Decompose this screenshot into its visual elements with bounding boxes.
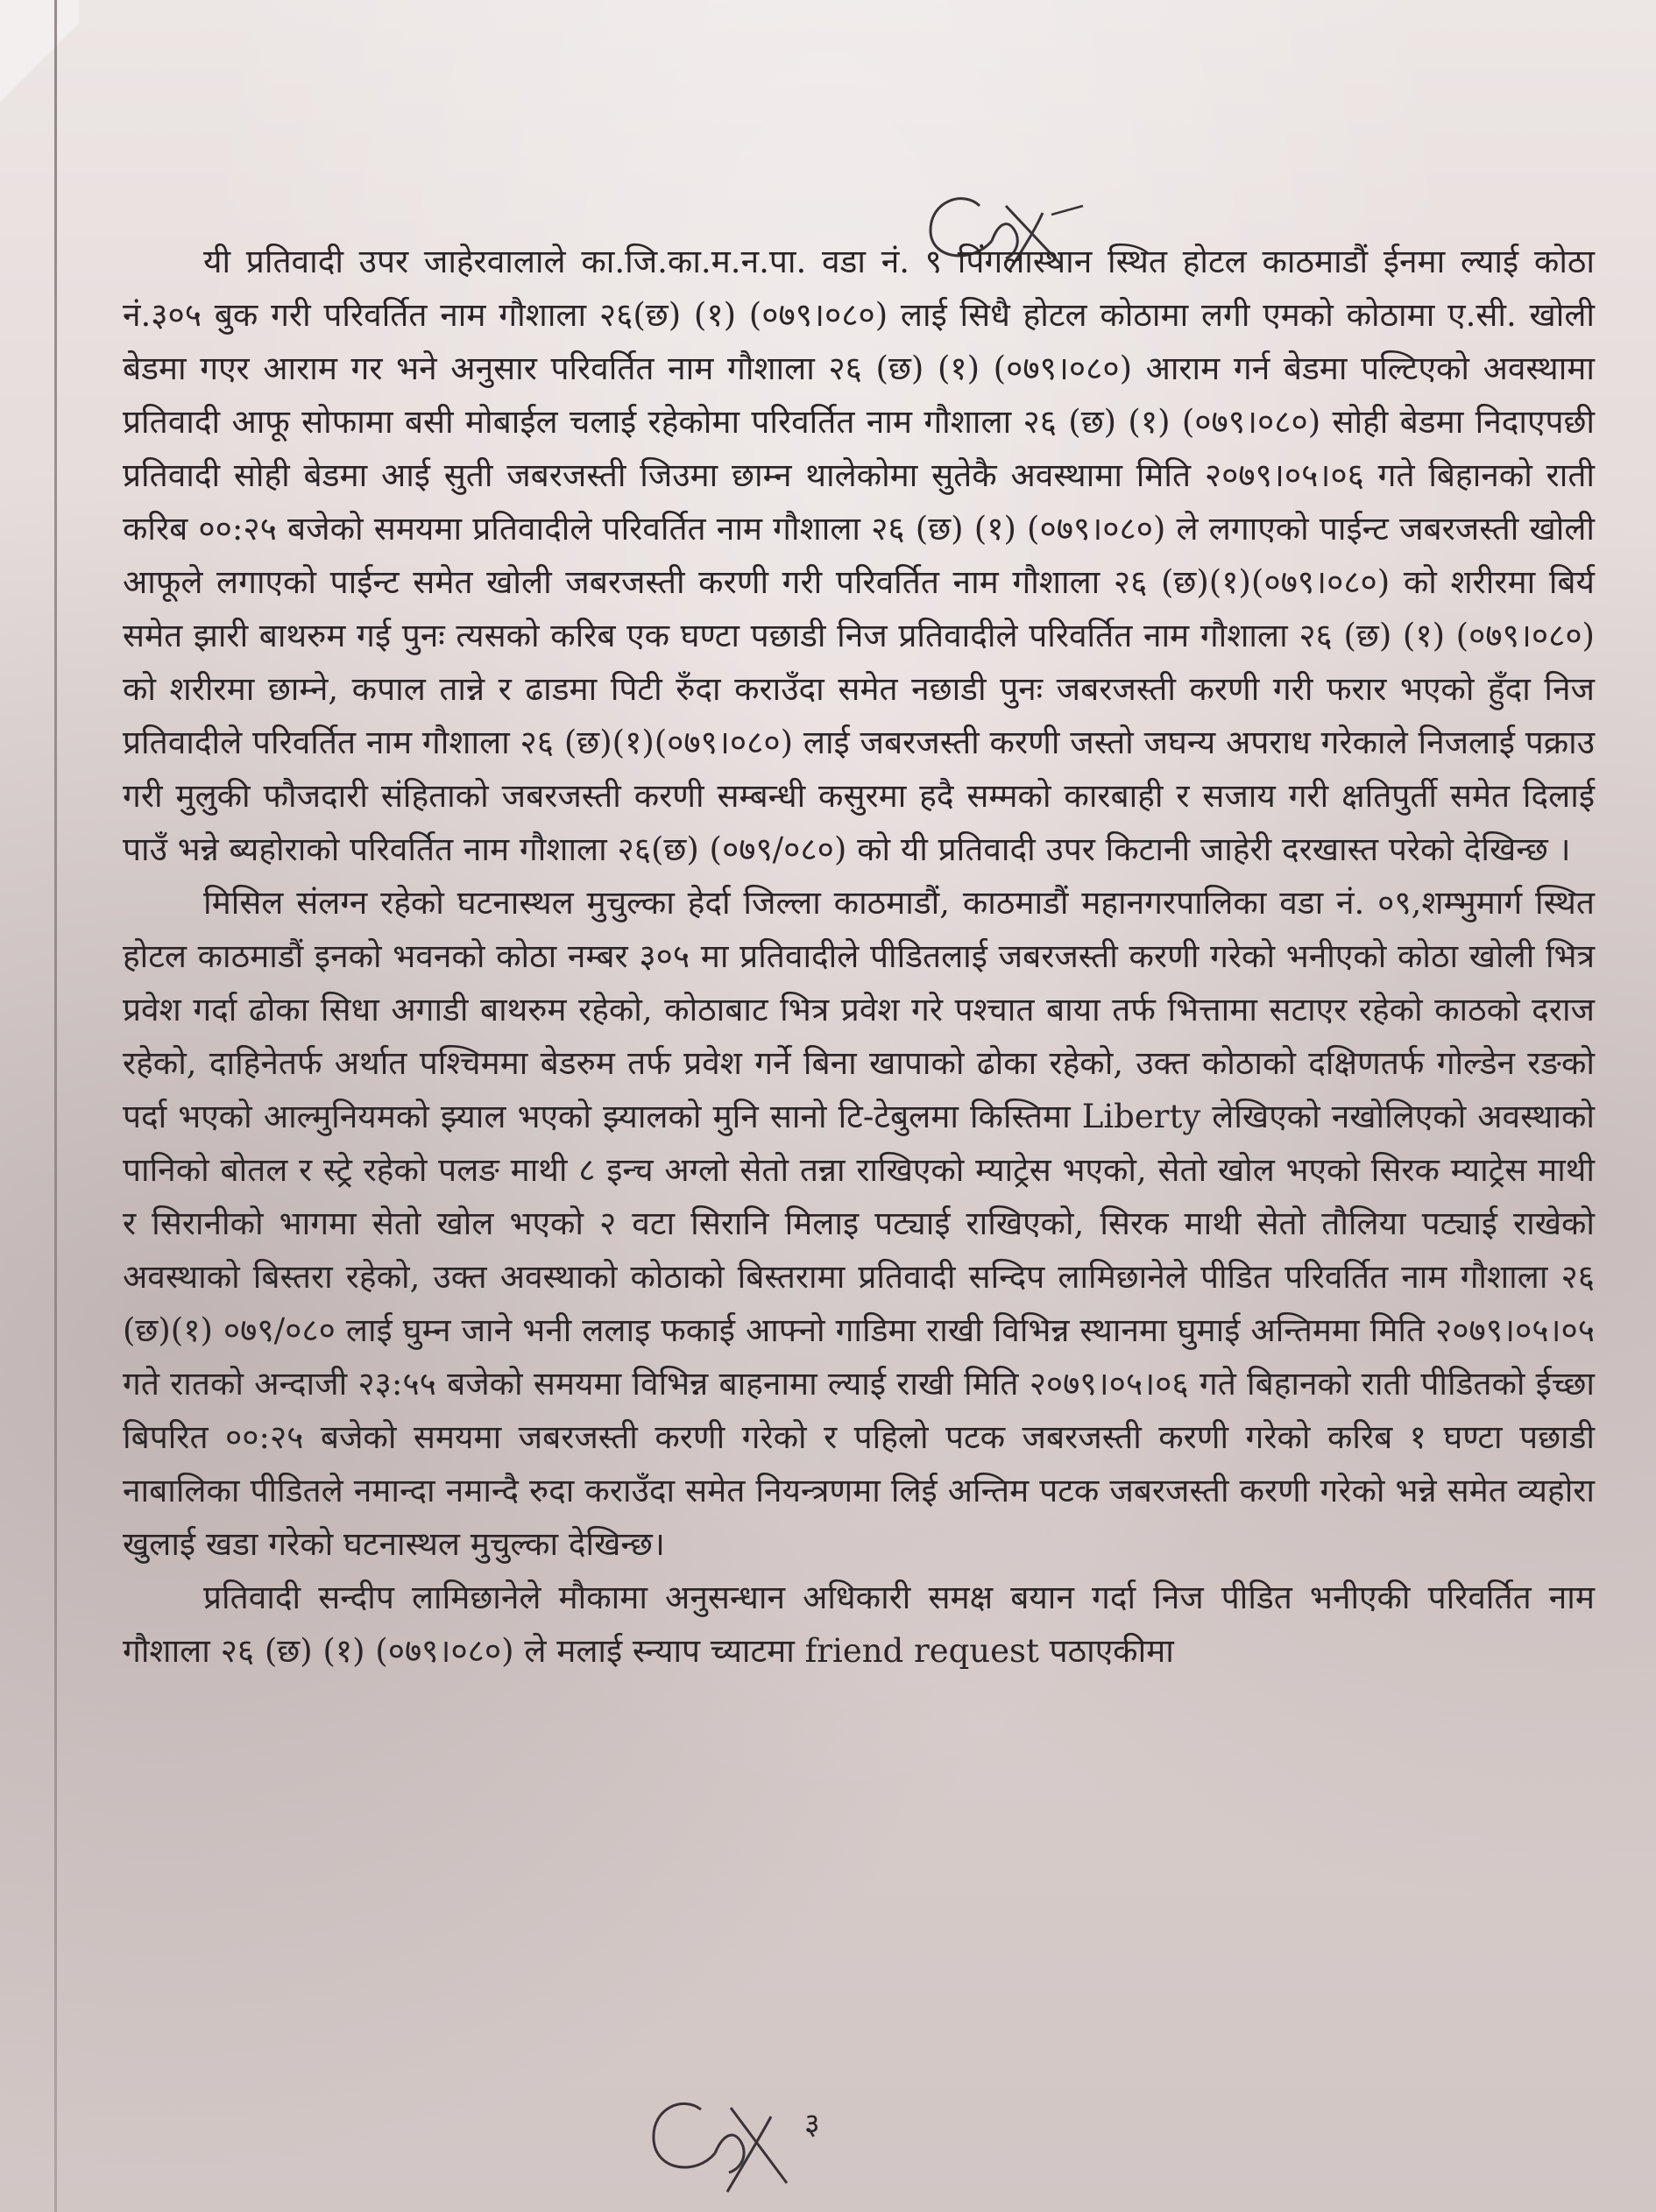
bottom-initial-signature [640, 2085, 815, 2199]
paragraph-1: यी प्रतिवादी उपर जाहेरवालाले का.जि.का.म.न.पा. वडा नं. ९ पिंगलास्थान स्थित होटल काठमाडौं ईनमा ल्याई कोठा नं.३०५ बुक गरी परिवर्तित नाम गौशाला २६(छ) (१) (०७९।०८०) लाई सिधै होटल कोठामा लगी एमको कोठामा ए.सी. खोली बेडमा गएर आराम गर भने अनुसार परिवर्तित नाम गौशाला २६ (छ) (१) (०७९।०८०) आराम गर्न बेडमा पल्टिएको अवस्थामा प्रतिवादी आफू सोफामा बसी मोबाईल चलाई रहेकोमा परिवर्तित नाम गौशाला २६ (छ) (१) (०७९।०८०) सोही बेडमा निदाएपछी प्रतिवादी सोही बेडमा आई सुती जबरजस्ती जिउमा छाम्न थालेकोमा सुतेकै अवस्थामा मिति २०७९।०५।०६ गते बिहानको राती करिब ००:२५ बजेको समयमा प्रतिवादीले परिवर्तित नाम गौशाला २६ (छ) (१) (०७९।०८०) ले लगाएको पाईन्ट जबरजस्ती खोली आफूले लगाएको पाईन्ट समेत खोली जबरजस्ती करणी गरी परिवर्तित नाम गौशाला २६ (छ)(१)(०७९।०८०) को शरीरमा बिर्य समेत झारी बाथरुम गई पुनः त्यसको करिब एक घण्टा पछाडी निज प्रतिवादीले परिवर्तित नाम गौशाला २६ (छ) (१) (०७९।०८०) को शरीरमा छाम्ने, कपाल तान्ने र ढाडमा पिटी रुँदा कराउँदा समेत नछाडी पुनः जबरजस्ती करणी गरी फरार भएको हुँदा निज प्रतिवादीले परिवर्तित नाम गौशाला २६ (छ)(१)(०७९।०८०) लाई जबरजस्ती करणी जस्तो जघन्य अपराध गरेकाले निजलाई पक्राउ गरी मुलुकी फौजदारी संहिताको जबरजस्ती करणी सम्बन्धी कसुरमा हदै सम्मको कारबाही र सजाय गरी क्षतिपुर्ती समेत दिलाई पाउँ भन्ने ब्यहोराको परिवर्तित नाम गौशाला २६(छ) (०७९/०८०) को यी प्रतिवादी उपर किटानी जाहेरी दरखास्त परेको देखिन्छ । [123, 243, 1595, 868]
paragraph-3: प्रतिवादी सन्दीप लामिछानेले मौकामा अनुसन्धान अधिकारी समक्ष बयान गर्दा निज पीडित भनीएकी परिवर्तित नाम गौशाला २६ (छ) (१) (०७९।०८०) ले मलाई स्न्याप च्याटमा friend request पठाएकीमा [123, 1579, 1595, 1670]
page-fold-line [54, 0, 57, 2212]
folded-corner [0, 0, 79, 131]
paragraph-2: मिसिल संलग्न रहेको घटनास्थल मुचुल्का हेर्दा जिल्ला काठमाडौं, काठमाडौं महानगरपालिका वडा नं. ०९,शम्भुमार्ग स्थित होटल काठमाडौं इनको भवनको कोठा नम्बर ३०५ मा प्रतिवादीले पीडितलाई जबरजस्ती करणी गरेको भनीएको कोठा खोली भित्र प्रवेश गर्दा ढोका सिधा अगाडी बाथरुम रहेको, कोठाबाट भित्र प्रवेश गरे पश्चात बाया तर्फ भित्तामा सटाएर रहेको काठको दराज रहेको, दाहिनेतर्फ अर्थात पश्चिममा बेडरुम तर्फ प्रवेश गर्ने बिना खापाको ढोका रहेको, उक्त कोठाको दक्षिणतर्फ गोल्डेन रङको पर्दा भएको आल्मुनियमको झ्याल भएको झ्यालको मुनि सानो टि-टेबुलमा किस्तिमा Liberty लेखिएको नखोलिएको अवस्थाको पानिको बोतल र स्ट्रे रहेको पलङ माथी ८ इन्च अग्लो सेतो तन्ना राखिएको म्याट्रेस भएको, सेतो खोल भएको सिरक म्याट्रेस माथी र सिरानीको भागमा सेतो खोल भएको २ वटा सिरानि मिलाइ पट्याई राखिएको, सिरक माथी सेतो तौलिया पट्याई राखेको अवस्थाको बिस्तरा रहेको, उक्त अवस्थाको कोठाको बिस्तरामा प्रतिवादी सन्दिप लामिछानेले पीडित परिवर्तित नाम गौशाला २६ (छ)(१) ०७९/०८० लाई घुम्न जाने भनी ललाइ फकाई आफ्नो गाडिमा राखी विभिन्न स्थानमा घुमाई अन्तिममा मिति २०७९।०५।०५ गते रातको अन्दाजी २३:५५ बजेको समयमा विभिन्न बाहनामा ल्याई राखी मिति २०७९।०५।०६ गते बिहानको राती पीडितको ईच्छा बिपरित ००:२५ बजेको समयमा जबरजस्ती करणी गरेको र पहिलो पटक जबरजस्ती करणी गरेको करिब १ घण्टा पछाडी नाबालिका पीडितले नमान्दा नमान्दै रुदा कराउँदा समेत नियन्त्रणमा लिई अन्तिम पटक जबरजस्ती करणी गरेको भन्ने समेत व्यहोरा खुलाई खडा गरेको घटनास्थल मुचुल्का देखिन्छ। [123, 884, 1595, 1563]
document-body [123, 235, 1595, 1678]
page-number: ३ [804, 2107, 820, 2142]
